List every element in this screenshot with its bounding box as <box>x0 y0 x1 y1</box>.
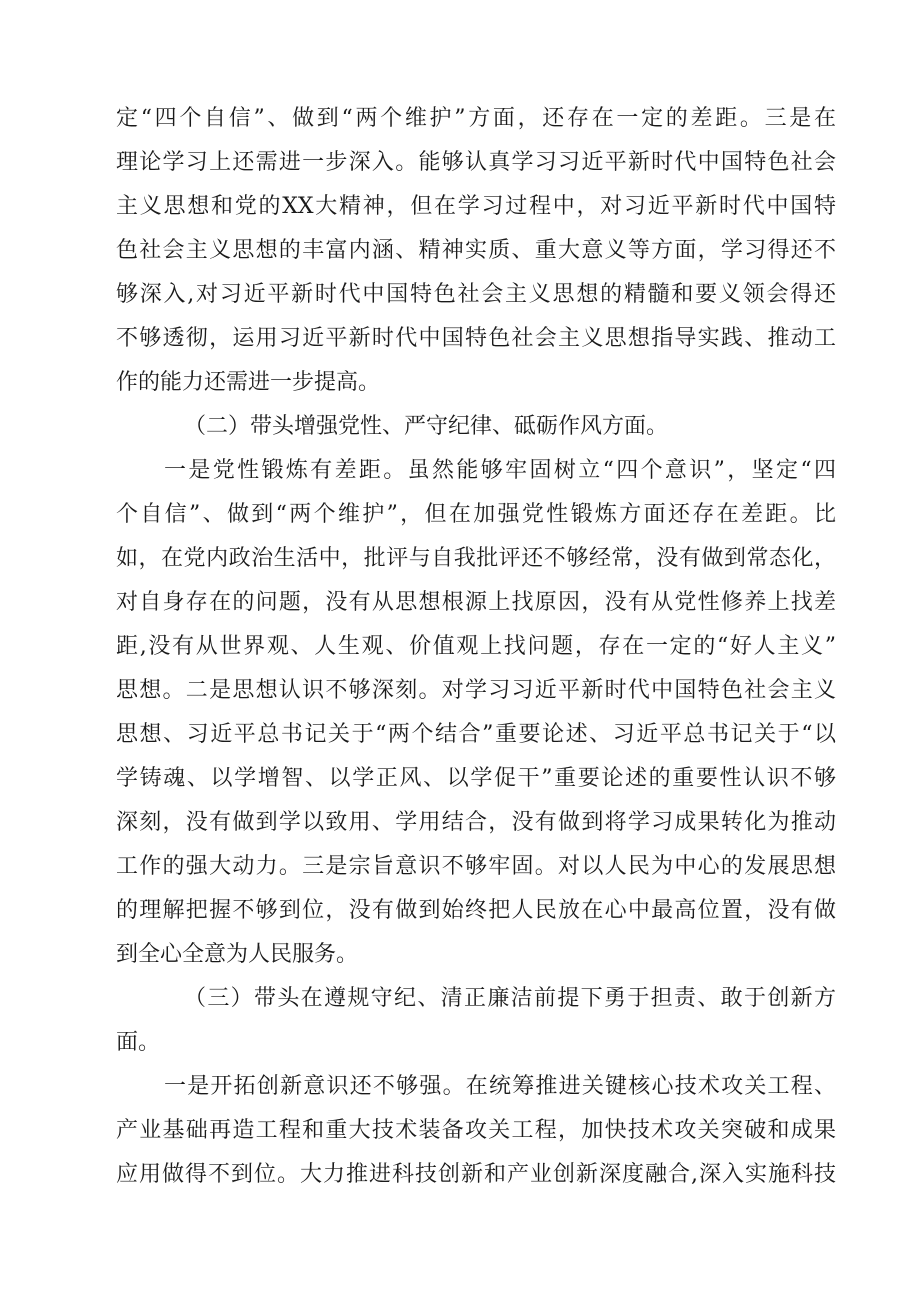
text-line: 工作的强大动力。三是宗旨意识不够牢固。对以人民为中心的发展思想 <box>116 854 836 879</box>
text-line: 距,没有从世界观、人生观、价值观上找问题，存在一定的“好人主义” <box>116 634 836 659</box>
text-line: 思想、习近平总书记关于“两个结合”重要论述、习近平总书记关于“以 <box>116 722 836 747</box>
text-line: 主义思想和党的XX大精神，但在学习过程中，对习近平新时代中国特 <box>116 194 836 219</box>
text-line: 定“四个自信”、做到“两个维护”方面，还存在一定的差距。三是在 <box>116 106 836 131</box>
section-heading: （二）带头增强党性、严守纪律、砥砺作风方面。 <box>184 414 669 439</box>
text-line: 理论学习上还需进一步深入。能够认真学习习近平新时代中国特色社会 <box>116 150 836 175</box>
text-line: 到全心全意为人民服务。 <box>116 942 359 967</box>
text-line: 一是党性锻炼有差距。虽然能够牢固树立“四个意识”，坚定“四 <box>164 458 836 483</box>
text-line: 应用做得不到位。大力推进科技创新和产业创新深度融合,深入实施科技 <box>116 1162 836 1187</box>
text-line: 色社会主义思想的丰富内涵、精神实质、重大意义等方面，学习得还不 <box>116 238 836 263</box>
text-line: 思想。二是思想认识不够深刻。对学习习近平新时代中国特色社会主义 <box>116 678 836 703</box>
text-line: 如，在党内政治生活中，批评与自我批评还不够经常，没有做到常态化， <box>116 546 836 571</box>
text-line: 对自身存在的问题，没有从思想根源上找原因，没有从党性修养上找差 <box>116 590 836 615</box>
text-line: 个自信”、做到“两个维护”，但在加强党性锻炼方面还存在差距。比 <box>116 502 836 527</box>
section-heading: （三）带头在遵规守纪、清正廉洁前提下勇于担责、敢于创新方 <box>184 986 836 1011</box>
text-line: 不够透彻，运用习近平新时代中国特色社会主义思想指导实践、推动工 <box>116 326 836 351</box>
text-line: 产业基础再造工程和重大技术装备攻关工程，加快技术攻关突破和成果 <box>116 1118 836 1143</box>
text-line: 的理解把握不够到位，没有做到始终把人民放在心中最高位置，没有做 <box>116 898 836 923</box>
document-body <box>116 97 836 1197</box>
text-line: 够深入,对习近平新时代中国特色社会主义思想的精髓和要义领会得还 <box>116 282 836 307</box>
text-line: 一是开拓创新意识还不够强。在统筹推进关键核心技术攻关工程、 <box>164 1074 836 1099</box>
text-line: 作的能力还需进一步提高。 <box>116 370 381 395</box>
text-line: 深刻，没有做到学以致用、学用结合，没有做到将学习成果转化为推动 <box>116 810 836 835</box>
section-heading-continuation: 面。 <box>116 1030 161 1055</box>
text-line: 学铸魂、以学增智、以学正风、以学促干”重要论述的重要性认识不够 <box>116 766 836 791</box>
